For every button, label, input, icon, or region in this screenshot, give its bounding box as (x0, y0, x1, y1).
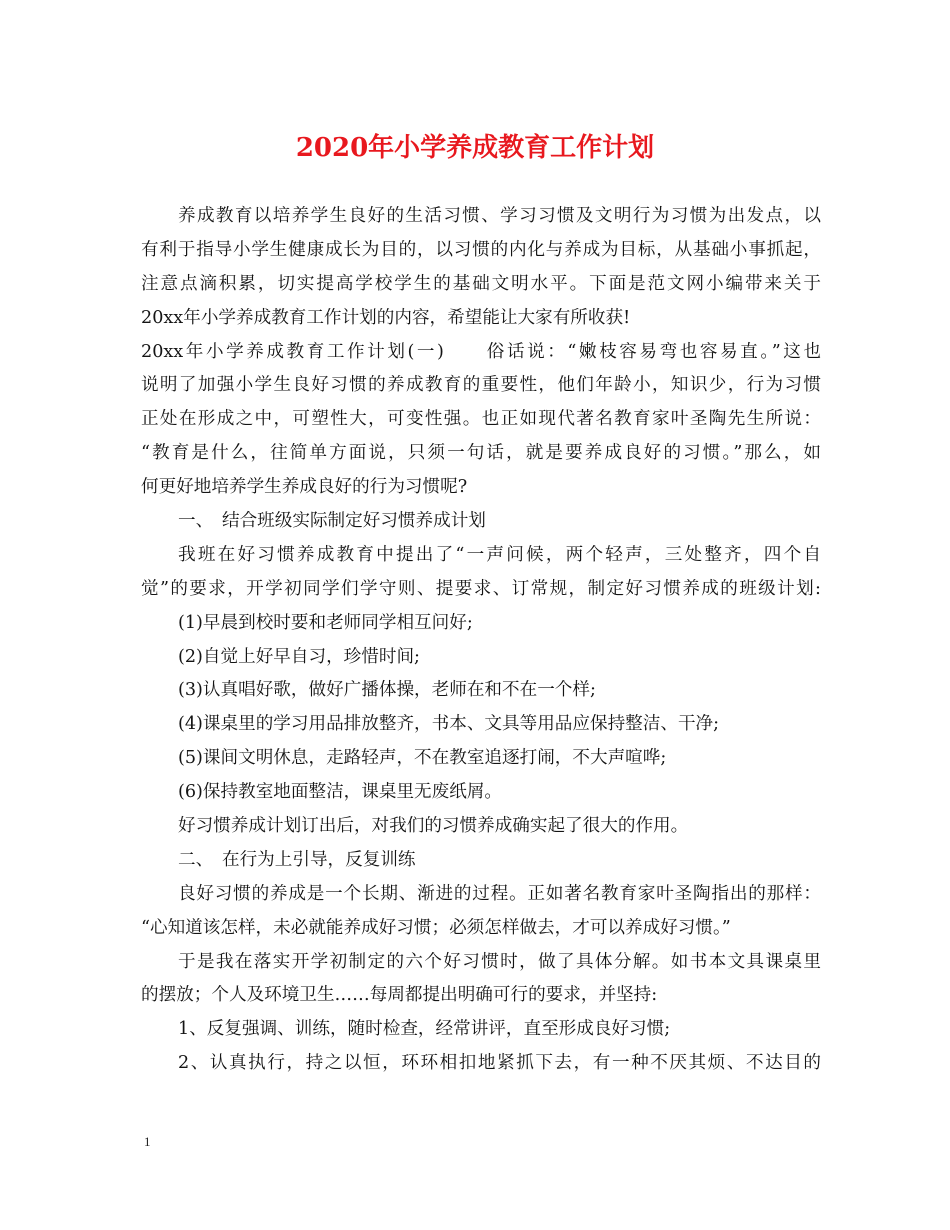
body-line: “教育是什么，往简单方面说，只须一句话，就是要养成良好的习惯。”那么，如 (141, 443, 821, 464)
body-line: 良好习惯的养成是一个长期、渐进的过程。正如著名教育家叶圣陶指出的那样： (178, 883, 821, 904)
list-item: (6)保持教室地面整洁，课桌里无废纸屑。 (178, 782, 503, 803)
body-line: 注意点滴积累，切实提高学校学生的基础文明水平。下面是范文网小编带来关于 (141, 273, 821, 294)
list-item: (3)认真唱好歌，做好广播体操，老师在和不在一个样; (178, 680, 596, 701)
list-item: (4)课桌里的学习用品排放整齐，书本、文具等用品应保持整洁、干净; (178, 714, 720, 735)
body-line: 养成教育以培养学生良好的生活习惯、学习习惯及文明行为习惯为出发点，以 (178, 206, 821, 226)
body-line: 觉”的要求，开学初同学们学守则、提要求、订常规，制定好习惯养成的班级计划: (141, 578, 821, 599)
page-number: 1 (144, 1134, 151, 1149)
list-item: 2、认真执行，持之以恒，环环相扣地紧抓下去，有一种不厌其烦、不达目的 (178, 1053, 821, 1074)
body-line: 于是我在落实开学初制定的六个好习惯时，做了具体分解。如书本文具课桌里 (178, 951, 821, 972)
body-line: 何更好地培养学生养成良好的行为习惯呢? (141, 477, 468, 498)
document-body (141, 200, 821, 1081)
list-item: (5)课间文明休息，走路轻声，不在教室追逐打闹，不大声喧哗; (178, 748, 667, 769)
body-line: 我班在好习惯养成教育中提出了“一声问候，两个轻声，三处整齐，四个自 (178, 544, 821, 565)
body-line: 正处在形成之中，可塑性大，可变性强。也正如现代著名教育家叶圣陶先生所说： (141, 409, 821, 430)
body-line: 说明了加强小学生良好习惯的养成教育的重要性，他们年龄小，知识少，行为习惯 (141, 375, 821, 396)
document-title: 2020年小学养成教育工作计划 (295, 133, 655, 163)
section-heading: 二、 在行为上引导，反复训练 (178, 849, 416, 870)
body-line: 好习惯养成计划订出后，对我们的习惯养成确实起了很大的作用。 (178, 816, 689, 837)
section-heading: 一、 结合班级实际制定好习惯养成计划 (178, 511, 486, 532)
list-item: (1)早晨到校时要和老师同学相互问好; (178, 612, 473, 633)
body-line: 有利于指导小学生健康成长为目的，以习惯的内化与养成为目标，从基础小事抓起， (141, 239, 821, 260)
body-line: 20xx年小学养成教育工作计划的内容，希望能让大家有所收获! (141, 307, 631, 328)
body-line: 20xx年小学养成教育工作计划(一) 俗话说：“嫩枝容易弯也容易直。”这也 (141, 341, 821, 362)
list-item: (2)自觉上好早自习，珍惜时间; (178, 646, 420, 667)
list-item: 1、反复强调、训练，随时检查，经常讲评，直至形成良好习惯; (178, 1019, 671, 1040)
body-line: 的摆放；个人及环境卫生……每周都提出明确可行的要求，并坚持: (141, 985, 658, 1006)
body-line: “心知道该怎样，未必就能养成好习惯；必须怎样做去，才可以养成好习惯。” (141, 917, 731, 938)
